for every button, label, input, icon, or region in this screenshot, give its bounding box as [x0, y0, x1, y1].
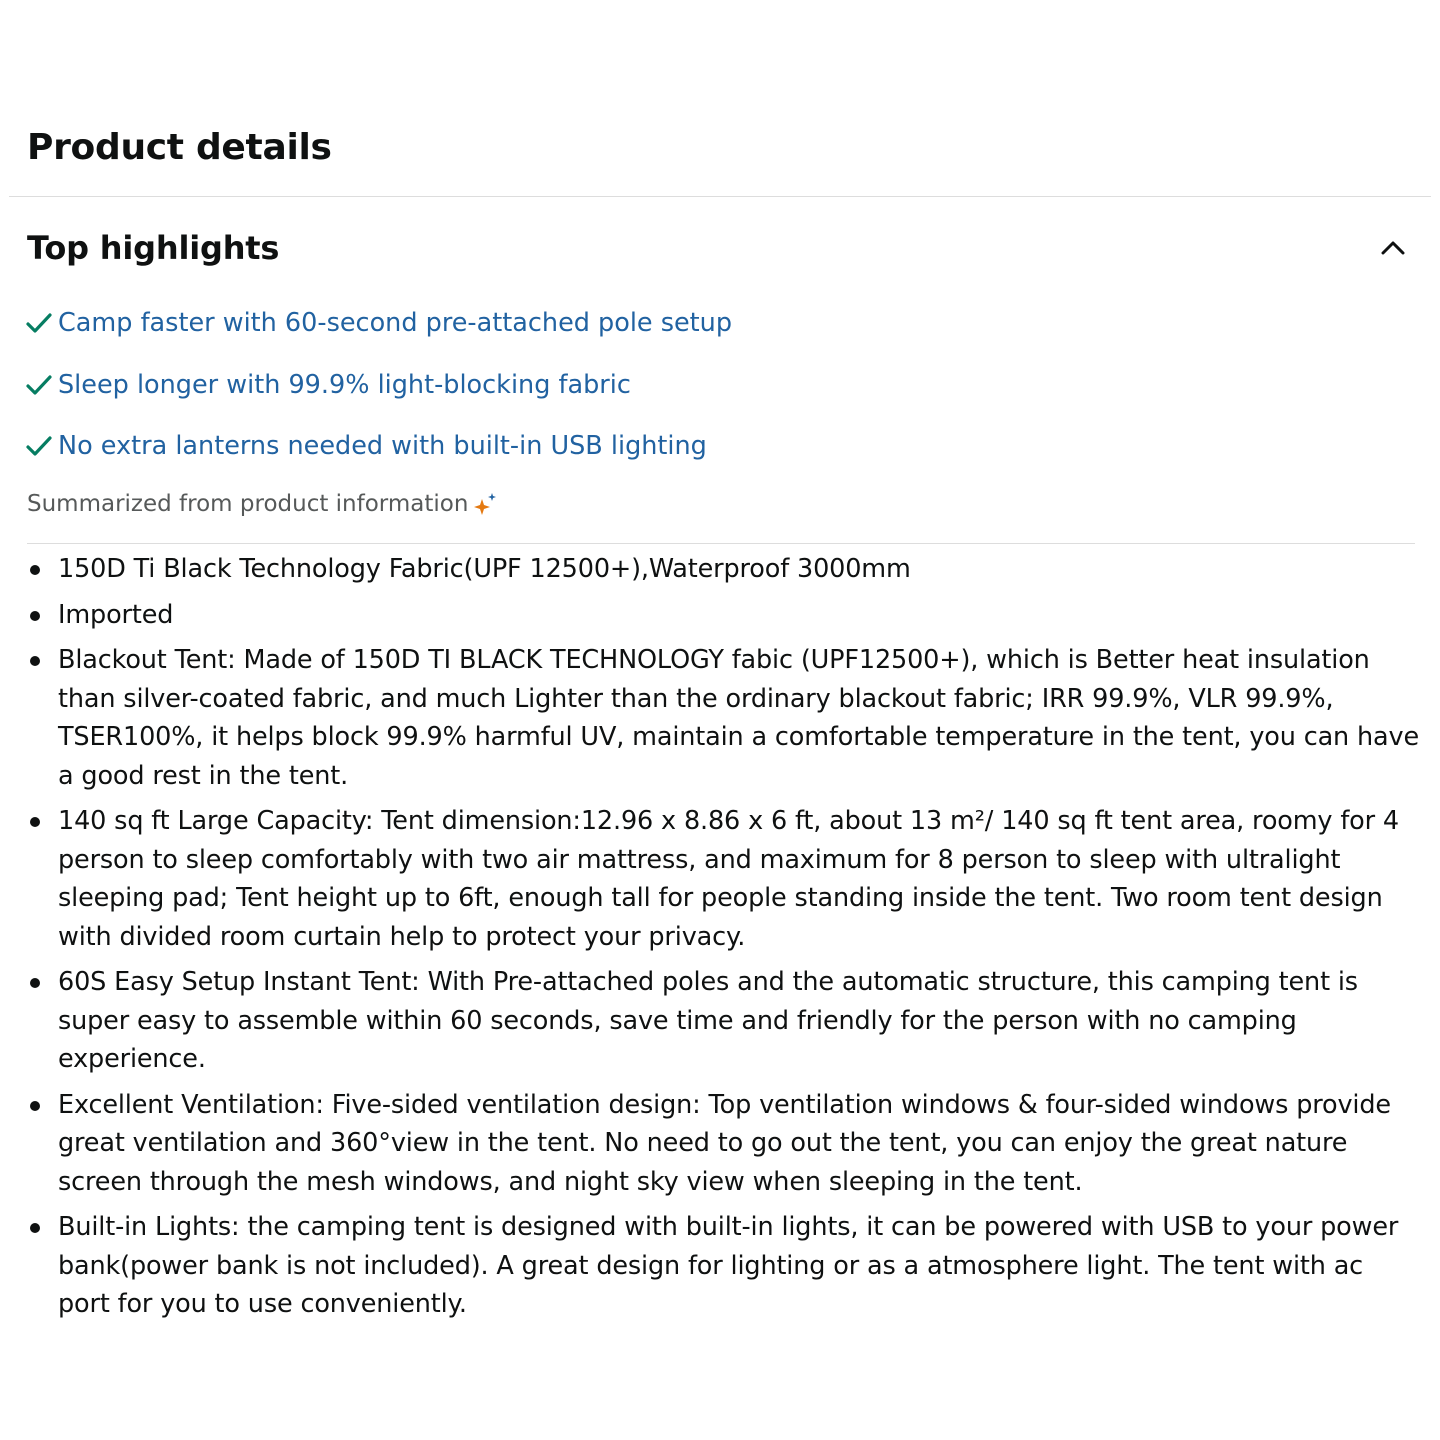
feature-bullet-text: 60S Easy Setup Instant Tent: With Pre-attached poles and the automatic structure, this camping tent is super easy to assemble within 60 seconds, save time and friendly for the person with no camping experience.	[58, 967, 1358, 1075]
feature-bullet-text: Excellent Ventilation: Five-sided ventilation design: Top ventilation windows & four-sided windows provide great ventilation and 360°view in the tent. No need to go out the tent, you can enjoy the great nature screen through the mesh windows, and night sky view when sleeping in the tent.	[58, 1089, 1391, 1197]
highlight-item[interactable]	[25, 426, 1415, 466]
feature-bullet	[58, 596, 1420, 634]
bullet-dot	[30, 611, 40, 621]
bullet-dot	[30, 1223, 40, 1233]
sparkle-icon	[474, 492, 498, 516]
chevron-up-icon	[1379, 234, 1407, 262]
summary-note	[27, 488, 498, 520]
feature-bullet	[58, 963, 1420, 1078]
feature-bullet	[58, 550, 1420, 588]
highlight-text[interactable]: Camp faster with 60-second pre-attached pole setup	[58, 308, 733, 338]
section-divider	[9, 196, 1431, 197]
feature-bullets-list	[58, 550, 1420, 1331]
top-highlights-list	[25, 303, 1415, 488]
feature-bullet	[58, 1086, 1420, 1201]
highlight-text[interactable]: Sleep longer with 99.9% light-blocking fabric	[58, 369, 631, 400]
summary-note-text: Summarized from product information	[27, 491, 469, 517]
checkmark-icon	[25, 309, 53, 337]
top-highlights-header[interactable]	[27, 226, 1413, 270]
bullet-dot	[30, 1101, 40, 1111]
feature-bullet	[58, 802, 1420, 956]
feature-bullet-text: 140 sq ft Large Capacity: Tent dimension:12.96 x 8.86 x 6 ft, about 13 m²/ 140 sq ft tent area, roomy for 4 person to sleep comfortably with two air mattress, and maximum for 8 person to sleep with ultralight sleeping pad; Tent height up to 6ft, enough tall for people standing inside the tent. Two room tent design with divided room curtain help to protect your privacy.	[58, 806, 1399, 952]
bullet-dot	[30, 978, 40, 988]
top-highlights-title: Top highlights	[27, 229, 280, 267]
bullet-dot	[30, 656, 40, 666]
bullets-divider	[27, 543, 1415, 544]
feature-bullet-text: 150D Ti Black Technology Fabric(UPF 12500+),Waterproof 3000mm	[58, 554, 911, 584]
page-title: Product details	[27, 127, 332, 168]
checkmark-icon	[25, 371, 53, 399]
highlight-text[interactable]: No extra lanterns needed with built-in USB lighting	[58, 431, 707, 461]
bullet-dot	[30, 817, 40, 827]
feature-bullet-text: Built-in Lights: the camping tent is designed with built-in lights, it can be powered with USB to your power bank(power bank is not included). A great design for lighting or as a atmosphere light. The tent with ac port for you to use conveniently.	[58, 1212, 1399, 1320]
feature-bullet-text: Imported	[58, 599, 174, 630]
feature-bullet	[58, 641, 1420, 795]
collapse-toggle-button[interactable]	[1373, 228, 1413, 268]
bullet-dot	[30, 565, 40, 575]
highlight-item[interactable]	[25, 365, 1415, 405]
feature-bullet	[58, 1208, 1420, 1323]
highlight-item[interactable]	[25, 303, 1415, 343]
checkmark-icon	[25, 432, 53, 460]
feature-bullet-text: Blackout Tent: Made of 150D TI BLACK TECHNOLOGY fabic (UPF12500+), which is Better heat insulation than silver-coated fabric, and much Lighter than the ordinary blackout fabric; IRR 99.9%, VLR 99.9%, TSER100%, it helps block 99.9% harmful UV, maintain a comfortable temperature in the tent, you can have a good rest in the tent.	[58, 645, 1419, 791]
